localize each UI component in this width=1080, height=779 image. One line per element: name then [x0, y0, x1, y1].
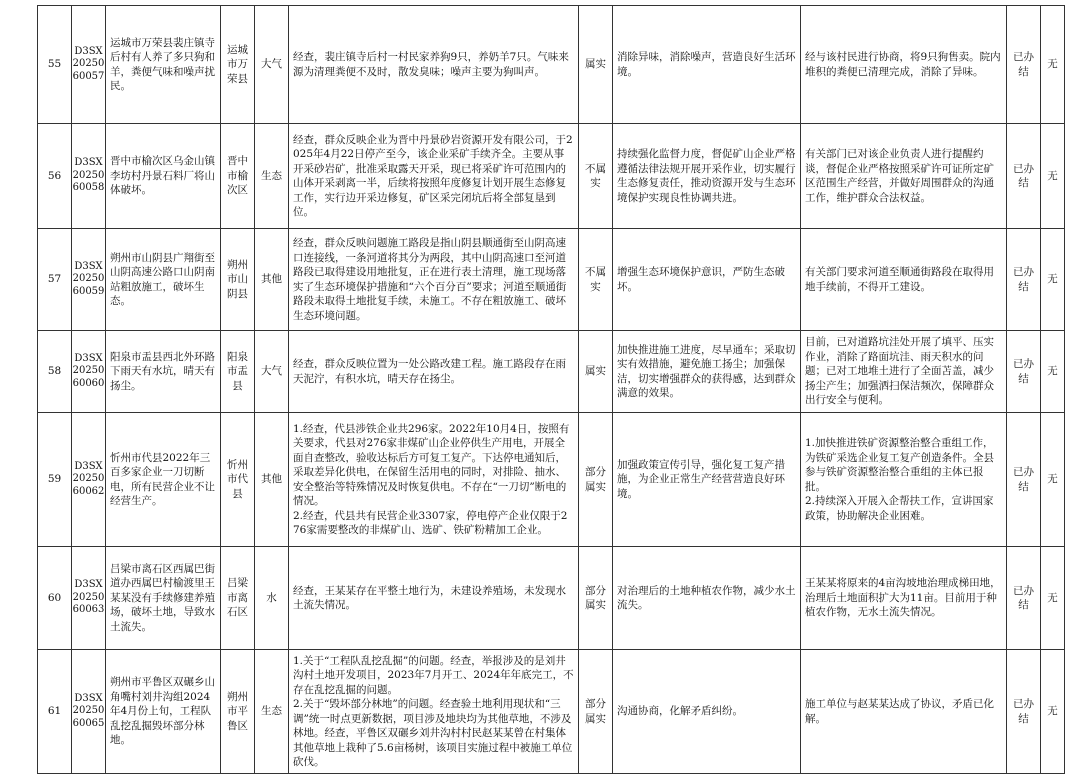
accountability-cell: 无: [1041, 6, 1065, 124]
rectification-progress-cell: 经与该村民进行协商，将9只狗售卖。院内堆积的粪便已清理完成，消除了异味。: [801, 6, 1007, 124]
table-row: [38, 413, 1065, 547]
case-code-cell: D3SX2025060058: [72, 124, 106, 229]
pollution-type-cell: 其他: [255, 413, 289, 547]
investigation-findings-cell: 经查，群众反映问题施工路段是指山阴县顺通街至山阴高速口连接线，一条河道将其分为两段，其中山阴高速口至河道路段已取得建设用地批复，正在进行表土清理，施工现场落实了生态环境保护措施和“六个百分百”要求；河道至顺通街路段未取得土地批复手续，未施工。不存在粗放施工、破坏生态环境问题。: [289, 229, 579, 331]
rectification-progress-cell: 目前，已对道路坑洼处开展了填平、压实作业，消除了路面坑洼、雨天积水的问题；已对工地堆土进行了全面苫盖，减少扬尘产生；加强洒扫保洁频次，保障群众出行安全与便利。: [801, 331, 1007, 413]
table-row: [38, 547, 1065, 650]
rectification-goal-cell: 加快推进施工进度，尽早通车；采取切实有效措施，避免施工扬尘；加强保洁，切实增强群众的获得感，达到群众满意的效果。: [613, 331, 801, 413]
district-cell: 忻州市代县: [221, 413, 255, 547]
row-number-cell: 58: [38, 331, 72, 413]
table-row: [38, 124, 1065, 229]
complaint-content-cell: 运城市万荣县裴庄镇寺后村有人养了多只狗和羊，粪便气味和噪声扰民。: [106, 6, 221, 124]
investigation-findings-cell: 1.关于“工程队乱挖乱掘”的问题。经查，举报涉及的是刘井沟村土地开发项目，2023年7月开工、2024年年底完工，不存在乱挖乱掘的问题。 2.关于“毁坏部分林地”的问题。经查验土地利用现状和“三调”统一时点更新数据，项目涉及地块均为其他草地，不涉及林地。经查，平鲁区双碾乡刘井沟村村民赵某某曾在村集体其他草地上栽种了5.6亩杨树，该项目实施过程中被施工单位砍伐。: [289, 650, 579, 774]
complaint-content-cell: 朔州市山阴县广翔街至山阴高速公路口山阴南站粗放施工，破坏生态。: [106, 229, 221, 331]
case-code-cell: D3SX2025060059: [72, 229, 106, 331]
complaint-content-cell: 阳泉市盂县西北外环路下雨天有水坑，晴天有扬尘。: [106, 331, 221, 413]
row-number-cell: 57: [38, 229, 72, 331]
district-cell: 阳泉市盂县: [221, 331, 255, 413]
pollution-type-cell: 生态: [255, 650, 289, 774]
verdict-cell: 不属实: [579, 124, 613, 229]
rectification-progress-cell: 王某某将原来的4亩沟坡地治理成梯田地，治理后土地面积扩大为11亩。目前用于种植农作物，无水土流失情况。: [801, 547, 1007, 650]
status-cell: 已办结: [1007, 229, 1041, 331]
pollution-type-cell: 水: [255, 547, 289, 650]
accountability-cell: 无: [1041, 413, 1065, 547]
pollution-type-cell: 生态: [255, 124, 289, 229]
district-cell: 朔州市平鲁区: [221, 650, 255, 774]
verdict-cell: 属实: [579, 331, 613, 413]
verdict-cell: 部分属实: [579, 650, 613, 774]
rectification-progress-cell: 施工单位与赵某某达成了协议，矛盾已化解。: [801, 650, 1007, 774]
status-cell: 已办结: [1007, 650, 1041, 774]
accountability-cell: 无: [1041, 547, 1065, 650]
rectification-progress-cell: 有关部门已对该企业负责人进行提醒约谈，督促企业严格按照采矿许可证所定矿区范围生产经营，并做好周围群众的沟通工作，维护群众合法权益。: [801, 124, 1007, 229]
investigation-findings-cell: 经查，裴庄镇寺后村一村民家养狗9只，养奶羊7只。气味来源为清理粪便不及时，散发臭味；噪声主要为狗叫声。: [289, 6, 579, 124]
verdict-cell: 部分属实: [579, 413, 613, 547]
status-cell: 已办结: [1007, 547, 1041, 650]
row-number-cell: 55: [38, 6, 72, 124]
investigation-findings-cell: 经查，群众反映位置为一处公路改建工程。施工路段存在雨天泥泞，有积水坑，晴天存在扬尘。: [289, 331, 579, 413]
status-cell: 已办结: [1007, 6, 1041, 124]
case-code-cell: D3SX2025060057: [72, 6, 106, 124]
district-cell: 运城市万荣县: [221, 6, 255, 124]
table-row: [38, 331, 1065, 413]
verdict-cell: 不属实: [579, 229, 613, 331]
district-cell: 晋中市榆次区: [221, 124, 255, 229]
case-table: [37, 5, 1065, 774]
row-number-cell: 60: [38, 547, 72, 650]
case-code-cell: D3SX2025060062: [72, 413, 106, 547]
row-number-cell: 56: [38, 124, 72, 229]
rectification-goal-cell: 增强生态环境保护意识，严防生态破坏。: [613, 229, 801, 331]
case-code-cell: D3SX2025060060: [72, 331, 106, 413]
investigation-findings-cell: 1.经查，代县涉铁企业共296家。2022年10月4日，按照有关要求，代县对276家非煤矿山企业停供生产用电，开展全面自查整改，验收达标后方可复工复产。下达停电通知后，采取差异化供电，在保留生活用电的同时，对排险、抽水、安全整治等特殊情况及时恢复供电。不存在“一刀切”断电的情况。 2.经查，代县共有民营企业3307家，停电停产企业仅限于276家需要整改的非煤矿山、选矿、铁矿粉精加工企业。: [289, 413, 579, 547]
row-number-cell: 61: [38, 650, 72, 774]
accountability-cell: 无: [1041, 331, 1065, 413]
verdict-cell: 属实: [579, 6, 613, 124]
complaint-content-cell: 朔州市平鲁区双碾乡山角嘴村刘井沟组2024年4月份上旬，工程队乱挖乱掘毁坏部分林地。: [106, 650, 221, 774]
rectification-progress-cell: 有关部门要求河道至顺通街路段在取得用地手续前，不得开工建设。: [801, 229, 1007, 331]
status-cell: 已办结: [1007, 124, 1041, 229]
investigation-findings-cell: 经查，王某某存在平整土地行为，未建设养殖场，未发现水土流失情况。: [289, 547, 579, 650]
table-row: [38, 6, 1065, 124]
status-cell: 已办结: [1007, 331, 1041, 413]
accountability-cell: 无: [1041, 229, 1065, 331]
case-code-cell: D3SX2025060063: [72, 547, 106, 650]
rectification-goal-cell: 加强政策宣传引导，强化复工复产措施，为企业正常生产经营营造良好环境。: [613, 413, 801, 547]
case-code-cell: D3SX2025060065: [72, 650, 106, 774]
row-number-cell: 59: [38, 413, 72, 547]
pollution-type-cell: 大气: [255, 331, 289, 413]
investigation-findings-cell: 经查，群众反映企业为晋中丹景砂岩资源开发有限公司，于2025年4月22日停产至今，该企业采矿手续齐全。主要从事开采砂岩矿，批准采取露天开采，现已将采矿许可范围内的山体开采剥离一半，后续将按照年度修复计划开展生态修复工作，实行边开采边修复，矿区采完闭坑后将全部复垦到位。: [289, 124, 579, 229]
district-cell: 朔州市山阴县: [221, 229, 255, 331]
status-cell: 已办结: [1007, 413, 1041, 547]
rectification-goal-cell: 持续强化监督力度，督促矿山企业严格遵循法律法规开展开采作业，切实履行生态修复责任，推动资源开发与生态环境保护实现良性协调共进。: [613, 124, 801, 229]
table-row: [38, 229, 1065, 331]
complaint-content-cell: 吕梁市离石区西属巴街道办西属巴村榆渡里王某某没有手续修建养殖场，破坏土地，导致水土流失。: [106, 547, 221, 650]
rectification-goal-cell: 消除异味，消除噪声，营造良好生活环境。: [613, 6, 801, 124]
table-row: [38, 650, 1065, 774]
complaint-content-cell: 晋中市榆次区乌金山镇李坊村丹景石料厂将山体破坏。: [106, 124, 221, 229]
rectification-goal-cell: 沟通协商，化解矛盾纠纷。: [613, 650, 801, 774]
district-cell: 吕梁市离石区: [221, 547, 255, 650]
verdict-cell: 部分属实: [579, 547, 613, 650]
accountability-cell: 无: [1041, 124, 1065, 229]
complaint-content-cell: 忻州市代县2022年三百多家企业一刀切断电，所有民营企业不让经营生产。: [106, 413, 221, 547]
pollution-type-cell: 其他: [255, 229, 289, 331]
pollution-type-cell: 大气: [255, 6, 289, 124]
rectification-progress-cell: 1.加快推进铁矿资源整治整合重组工作，为铁矿采选企业复工复产创造条件。全县参与铁矿资源整治整合重组的主体已报批。 2.持续深入开展入企帮扶工作，宣讲国家政策，协助解决企业困难。: [801, 413, 1007, 547]
rectification-goal-cell: 对治理后的土地种植农作物，减少水土流失。: [613, 547, 801, 650]
accountability-cell: 无: [1041, 650, 1065, 774]
